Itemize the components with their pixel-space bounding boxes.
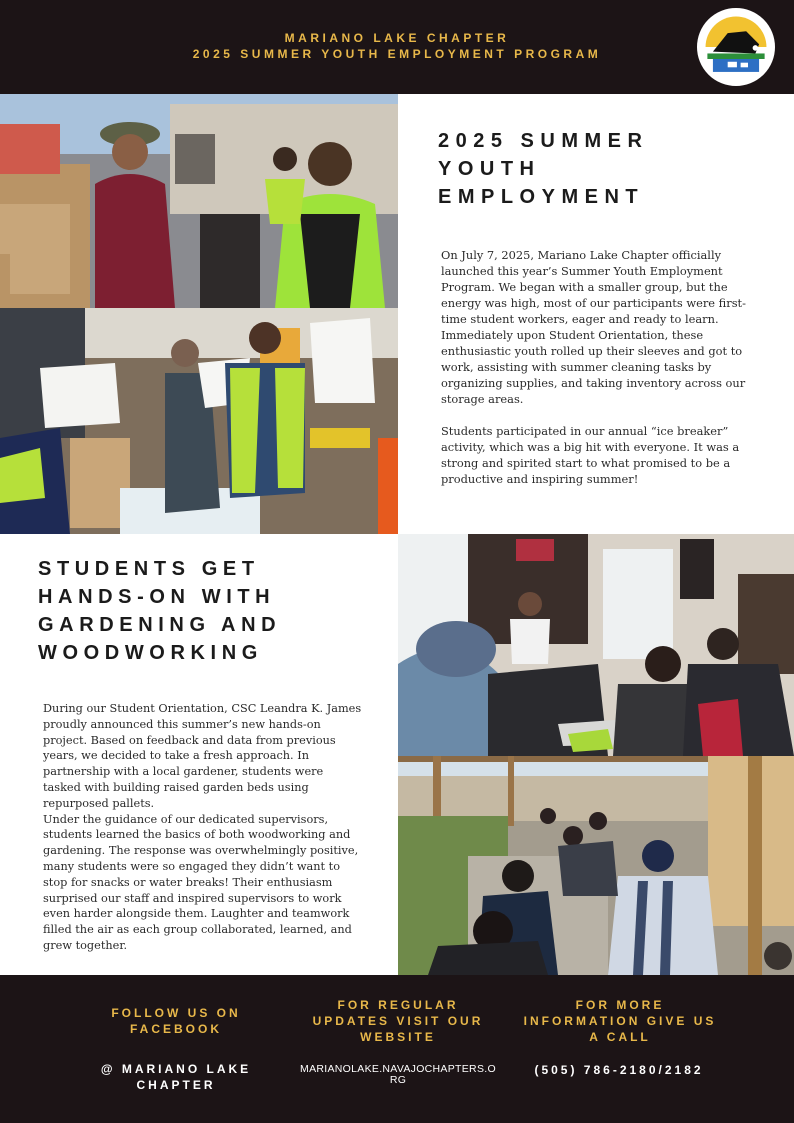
gardening-woodworking-title: STUDENTS GET HANDS-ON WITH GARDENING AND WOODWORKING [38, 558, 282, 664]
header-band [0, 0, 794, 94]
website-block [298, 997, 498, 1045]
program-name: 2025 SUMMER YOUTH EMPLOYMENT PROGRAM [192, 47, 602, 61]
photo-students-organizing-supplies [0, 94, 398, 308]
icebreaker-paragraph: Students participated in our annual “ice breaker” activity, which was a big hit with everyone. It was a strong and spirited start to what promised to be a productive and inspiring summer! [441, 424, 740, 486]
facebook-handle-link[interactable]: @ MARIANO LAKE CHAPTER [100, 1062, 252, 1092]
phone-number-link[interactable]: (505) 786-2180/2182 [534, 1063, 704, 1077]
facebook-heading: FOLLOW US ON FACEBOOK [111, 1006, 241, 1036]
photo-students-holding-jugs [0, 308, 398, 534]
chapter-seal-icon [697, 8, 775, 86]
photo-students-outdoor-pavilion [398, 756, 794, 975]
summer-youth-title: 2025 SUMMER YOUTH EMPLOYMENT [438, 130, 649, 208]
phone-block [520, 997, 720, 1045]
facebook-block [96, 1005, 256, 1037]
intro-paragraph: On July 7, 2025, Mariano Lake Chapter officially launched this year’s Summer Youth Employment Program. We began with a smaller group, but the energy was high, most of our participants were first-time student workers, eager and ready to learn. Immediately upon Student Orientation, these enthusiastic youth rolled up their sleeves and got to work, assisting with summer cleaning tasks by organizing supplies, and taking inventory across our storage areas. [441, 248, 746, 406]
photo-student-orientation [398, 534, 794, 756]
phone-heading: FOR MORE INFORMATION GIVE US A CALL [523, 998, 717, 1044]
footer-band [0, 975, 794, 1123]
facebook-handle-block [86, 1061, 266, 1093]
chapter-name: MARIANO LAKE CHAPTER [284, 31, 510, 45]
phone-number-block [516, 1062, 722, 1078]
website-link[interactable]: MARIANOLAKE.NAVAJOCHAPTERS.ORG [300, 1063, 496, 1086]
gardening-paragraph: During our Student Orientation, CSC Leandra K. James proudly announced this summer’s new hands-on project. Based on feedback and data from previous years, we decided to take a fresh approach. In partnership with a local gardener, students were tasked with building raised garden beds using repurposed pallets. Under the guidance of our dedicated supervisors, students learned the basics of both woodworking and gardening. The response was overwhelmingly positive, many students were so engaged they didn’t want to stop for snacks or water breaks! Their enthusiasm surprised our staff and inspired supervisors to work even harder alongside them. Laughter and teamwork filled the air as each group collaborated, learned, and grew together. [43, 702, 362, 952]
website-url-block [300, 1064, 496, 1086]
website-heading: FOR REGULAR UPDATES VISIT OUR WEBSITE [312, 998, 484, 1044]
